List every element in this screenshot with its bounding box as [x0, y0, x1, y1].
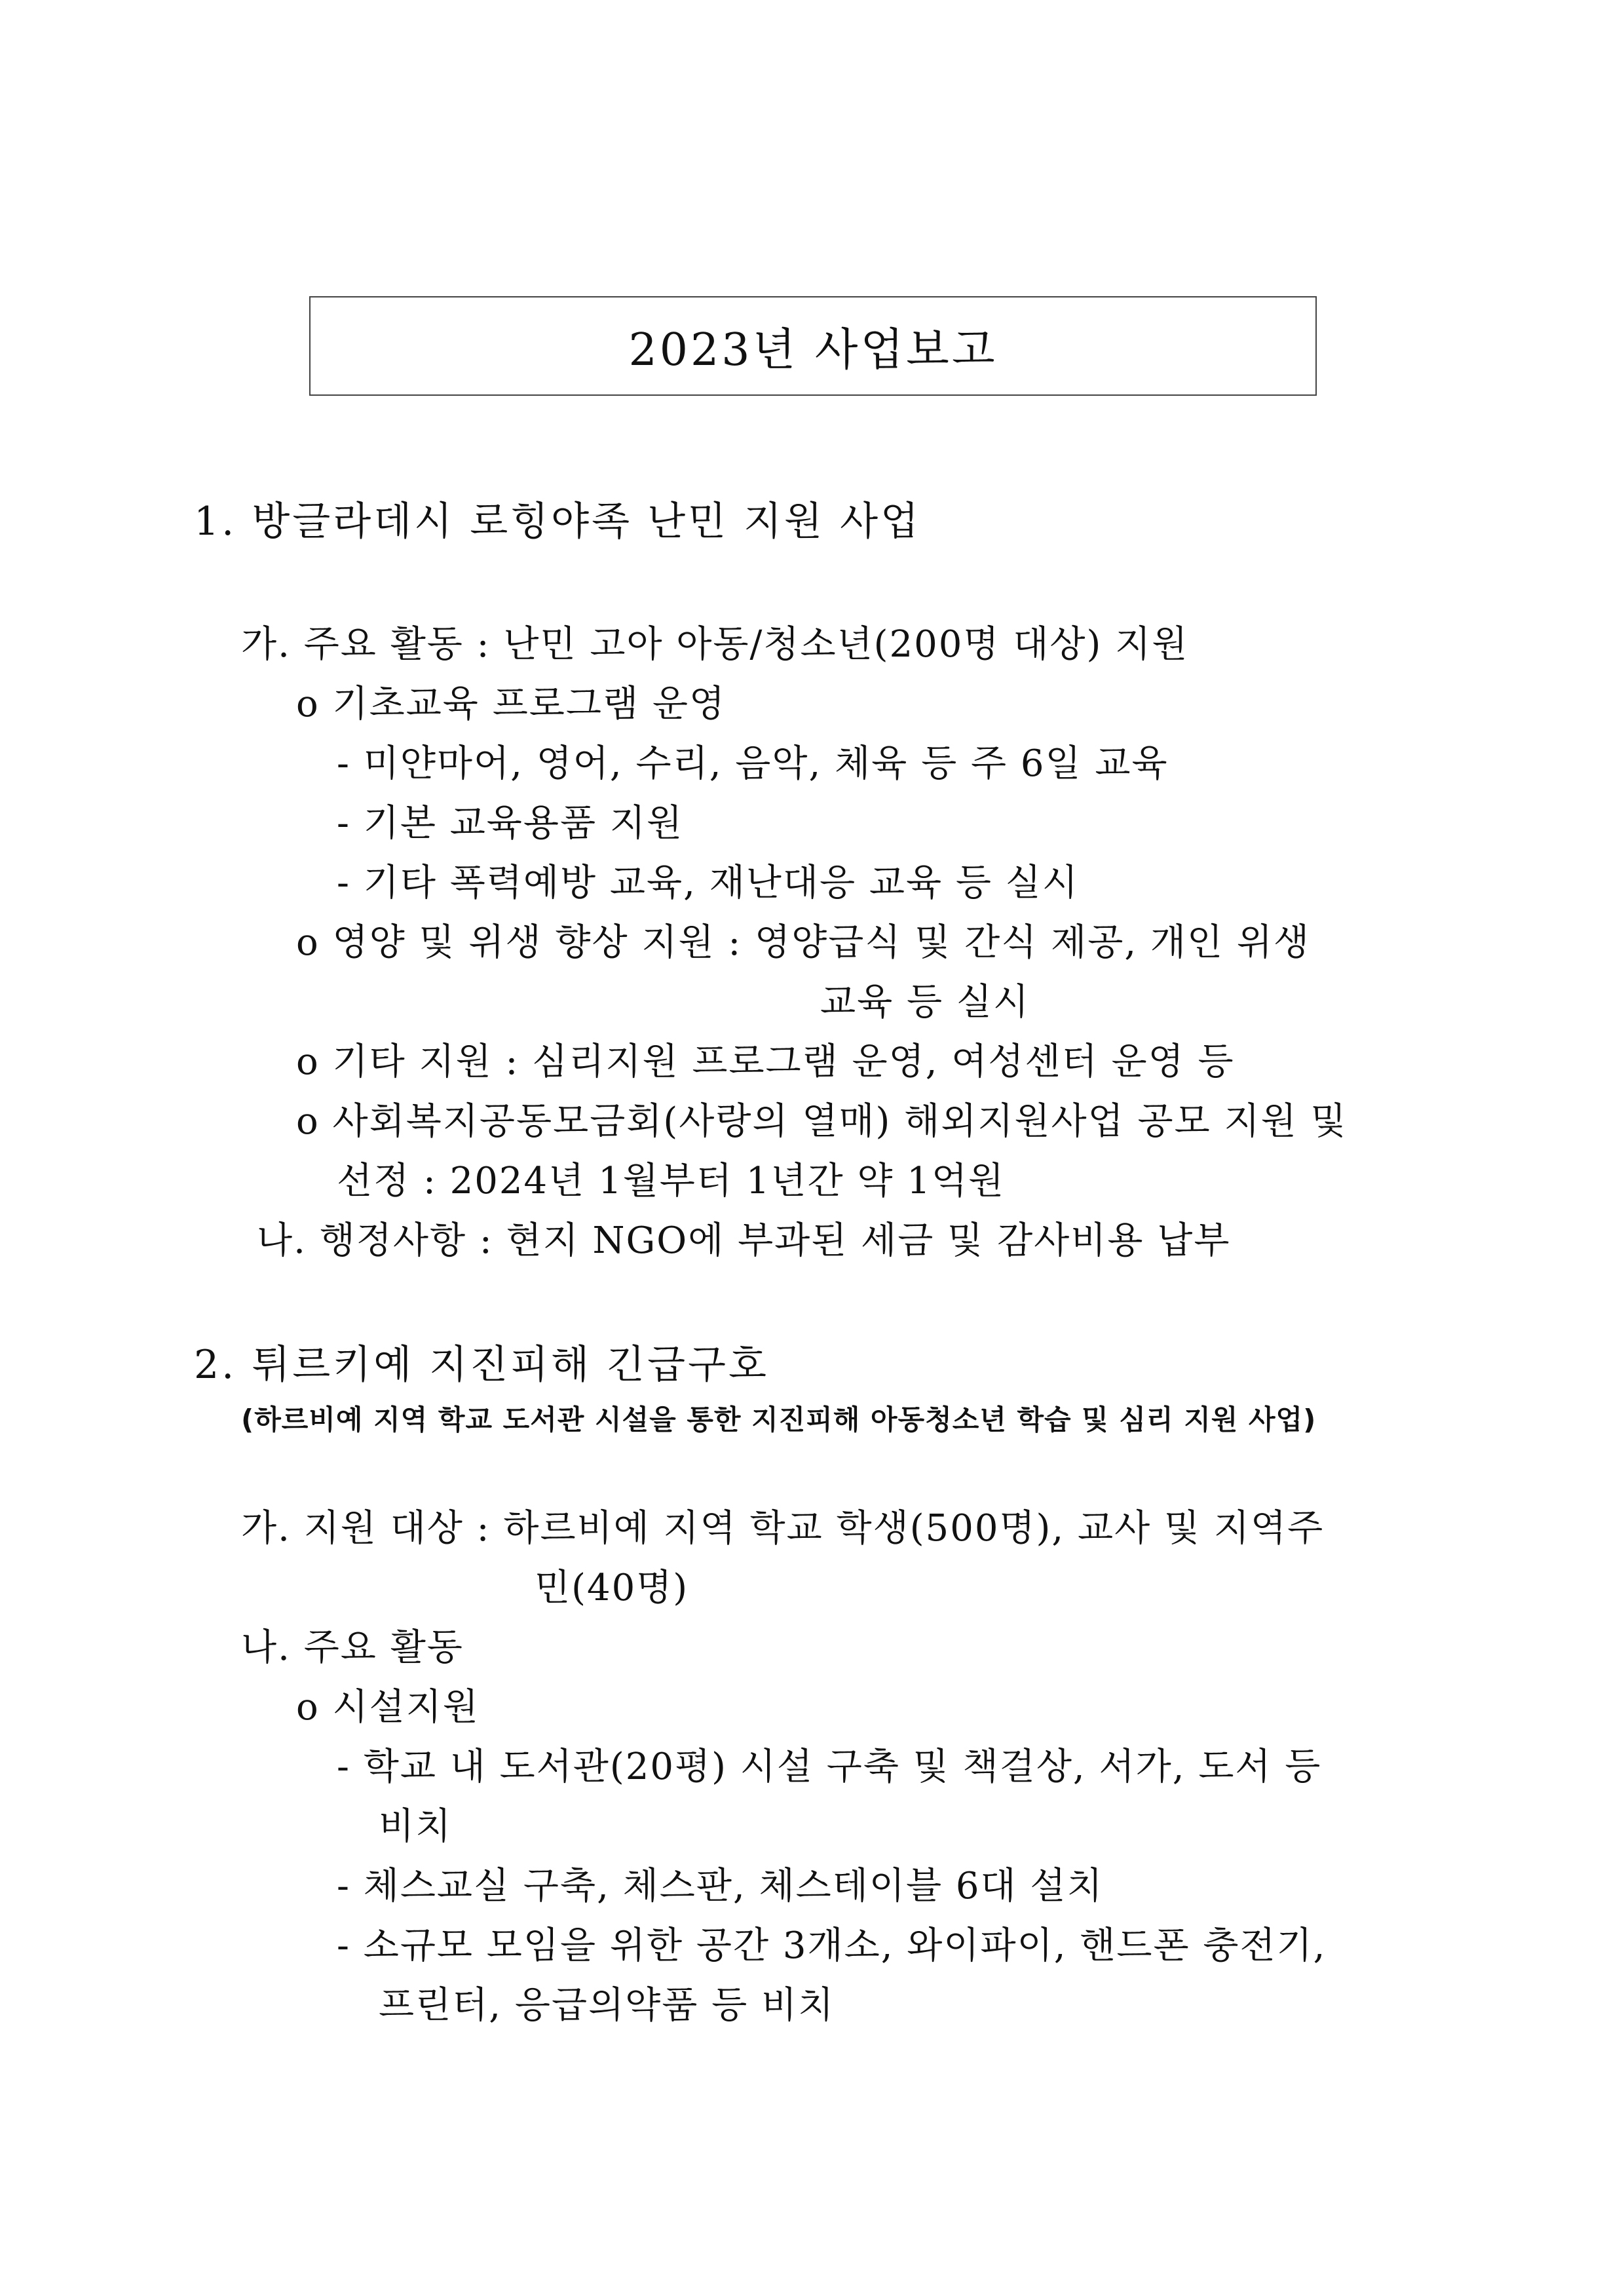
section2-dash-library-cont: 비치	[379, 1805, 453, 1848]
section1-dash-subjects: - 미얀마어, 영어, 수리, 음악, 체육 등 주 6일 교육	[337, 742, 1169, 785]
title-box	[309, 296, 1317, 396]
section1-item-na: 나. 행정사항 : 현지 NGO에 부과된 세금 및 감사비용 납부	[257, 1219, 1231, 1262]
page-title: 2023년 사업보고	[628, 324, 998, 376]
section1-bullet-education: o 기초교육 프로그램 운영	[296, 683, 727, 725]
section2-dash-chess: - 체스교실 구축, 체스판, 체스테이블 6대 설치	[337, 1865, 1104, 1907]
section2-item-ga-cont: 민(40명)	[535, 1567, 689, 1609]
section2-dash-library: - 학교 내 도서관(20평) 시설 구축 및 책걸상, 서가, 도서 등	[337, 1746, 1322, 1788]
section2-item-na: 나. 주요 활동	[241, 1626, 464, 1669]
section1-bullet-nutrition: o 영양 및 위생 향상 지원 : 영양급식 및 간식 제공, 개인 위생	[296, 921, 1311, 964]
section1-bullet-fund: o 사회복지공동모금회(사랑의 열매) 해외지원사업 공모 지원 및	[296, 1100, 1348, 1143]
section1-item-ga: 가. 주요 활동 : 난민 고아 아동/청소년(200명 대상) 지원	[241, 623, 1189, 666]
section2-dash-spaces: - 소규모 모임을 위한 공간 3개소, 와이파이, 핸드폰 충전기,	[337, 1924, 1327, 1967]
section2-dash-spaces-cont: 프린터, 응급의약품 등 비치	[379, 1984, 835, 2027]
section1-bullet-other-support: o 기타 지원 : 심리지원 프로그램 운영, 여성센터 운영 등	[296, 1041, 1235, 1083]
section1-dash-other-education: - 기타 폭력예방 교육, 재난대응 교육 등 실시	[337, 862, 1079, 904]
section2-item-ga: 가. 지원 대상 : 하르비예 지역 학교 학생(500명), 교사 및 지역주	[241, 1507, 1325, 1550]
section2-bullet-facility: o 시설지원	[296, 1686, 480, 1729]
section1-bullet-nutrition-cont: 교육 등 실시	[820, 981, 1030, 1024]
section2-subheading: (하르비예 지역 학교 도서관 시설을 통한 지진피해 아동청소년 학습 및 심리 지원 사업)	[241, 1404, 1317, 1436]
section1-dash-supplies: - 기본 교육용품 지원	[337, 802, 684, 845]
section2-heading: 2. 튀르키예 지진피해 긴급구호	[194, 1342, 769, 1388]
section1-heading: 1. 방글라데시 로힝야족 난민 지원 사업	[194, 499, 922, 545]
section1-bullet-fund-cont: 선정 : 2024년 1월부터 1년간 약 1억원	[337, 1160, 1006, 1202]
